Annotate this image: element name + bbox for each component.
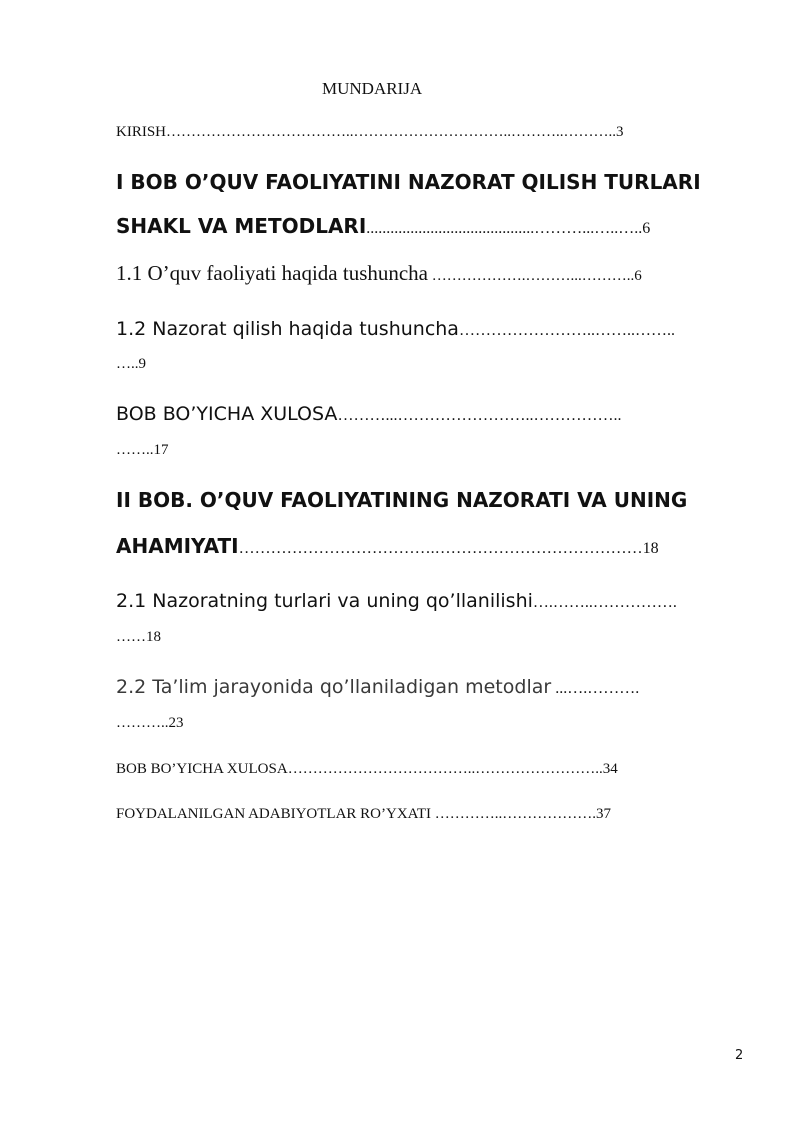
toc-dots: …….. [116,442,154,458]
toc-page: 18 [146,629,161,645]
page-title: MUNDARIJA [322,79,423,98]
toc-summary-2[interactable] [116,761,618,778]
toc-dots: ……………….………...……….. [428,268,635,284]
toc-dots: …………..………………. [430,806,596,822]
toc-label: 1.2 Nazorat qilish haqida tushuncha [116,318,459,340]
toc-label: BOB BO’YICHA XULOSA [116,403,338,425]
toc-label: KIRISH [116,124,167,140]
toc-dots: ………………………………..…………………………..………..……….. [166,124,617,140]
toc-label: BOB BO’YICHA XULOSA [116,761,288,777]
toc-chapter-1-line-2[interactable] [116,214,650,238]
toc-chapter-2-line-2[interactable] [116,534,659,558]
toc-dots: ….……..……………. [532,594,677,611]
toc-page: 23 [168,715,184,731]
toc-label: I BOB O’QUV FAOLIYATINI NAZORAT QILISH TURLARI [116,170,701,194]
toc-label: AHAMIYATI [116,534,239,558]
toc-entry-kirish[interactable] [116,124,624,141]
toc-references[interactable] [116,806,611,823]
toc-label: SHAKL VA METODLARI [116,214,367,238]
toc-chapter-1-line-1[interactable] [116,170,701,194]
toc-summary-1[interactable] [116,403,621,425]
toc-label: II BOB. O’QUV FAOLIYATINING NAZORATI VA UNING [116,488,688,512]
toc-page: 6 [634,268,642,284]
toc-dots: ……………………………….………………………………… [238,540,643,557]
toc-label: 2.1 Nazoratning turlari va uning qo’llanilishi [116,590,533,612]
toc-section-2-2[interactable] [116,676,639,698]
toc-section-1-1[interactable] [116,261,642,286]
toc-number: 1.1 O’quv faoliyati haqida tushuncha [116,261,429,285]
toc-dots: ..........................................………...…..….. [366,220,643,237]
toc-label: FOYDALANILGAN ADABIYOTLAR RO’YXATI [116,806,431,822]
toc-page: 17 [153,442,169,458]
toc-dots: ………...……………………..…………….. [337,407,622,424]
toc-section-2-1-cont [116,629,161,646]
toc-page: 9 [138,356,146,372]
toc-dots: ...….………. [551,680,640,697]
toc-dots: ……………………..……..…….. [458,322,675,339]
toc-section-2-2-cont [116,715,184,732]
toc-page: 34 [602,761,618,777]
toc-dots: ….. [116,356,139,372]
toc-page: 37 [595,806,611,822]
toc-summary-1-cont [116,442,169,459]
toc-dots: …… [116,629,146,645]
toc-page: 18 [642,540,659,557]
toc-page: 6 [642,220,651,237]
toc-section-1-2-cont [116,356,146,373]
toc-section-2-1[interactable] [116,590,677,612]
toc-section-1-2[interactable] [116,318,675,340]
toc-label: 2.2 Ta’lim jarayonida qo’llaniladigan metodlar [116,676,552,698]
toc-page: 3 [616,124,624,140]
toc-chapter-2-line-1[interactable] [116,488,687,512]
toc-dots: ………………………………..…………………….. [287,761,603,777]
page-number: 2 [735,1048,744,1063]
toc-dots: ……….. [116,715,169,731]
